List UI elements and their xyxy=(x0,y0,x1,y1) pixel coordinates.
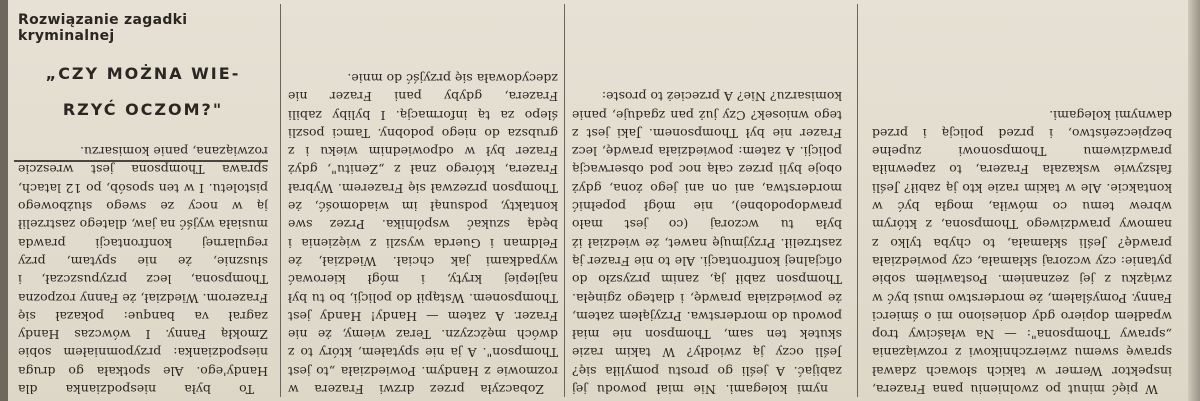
column-3-text: nymi kolegami. Nie miał powodu jej zabijać. A jeśli go prostu pomyliła się? Jeśli oczy ją zwiodły? W takim razie skutek ten sam, Thompson nie miał powodu do morderstwa. Przyjąłem zatem, że powiedziała prawdę, i dlatego zginęła. Thompson zabił ją, zanim przyszło do oficjalnej konfrontacji. Ale to nie Frazer ją zastrzelił. Przyjmuję nawet, że wiedział iż była tu wczoraj (co jest mało prawdopodobne), nie mógł popełnić morderstwa, ani on ani jego żona, gdyż oboje byli przez całą noc pod obserwacją policji. A zatem: powiedziała prawdę, lecz Frazer nie był Thompsonem. Jaki jest z tego wniosek? Czy już pan zgaduje, panie komisarzu? Nie? A przecież to proste: xyxy=(572,89,842,397)
column-divider xyxy=(857,4,858,397)
page-edge-right xyxy=(1188,0,1200,401)
headline-line-1: „CZY MOŻNA WIE- xyxy=(45,64,241,83)
text-column-3 xyxy=(572,5,842,398)
column-divider xyxy=(564,4,565,397)
column-1-text: To była niespodzianka dla Handy'ego. Ale spotkała go druga niespodzianka: przypomniałem sobie Zmokłą Fanny. I wówczas Handy zagrał va banque: pokazał się Frazerom. Wiedział, że Fanny rozpozna Thompsona, lecz przypuszczał, i słusznie, że nie spytam, przy regularnej konfrontacji prawda musiała wyjść na jaw, dlatego zastrzelił ją w nocy ze swego służbowego pistoletu. I w ten sposób, po 12 latach, sprawa Thompsona jest wreszcie rozwiązana, panie komisarzu. xyxy=(18,144,268,397)
column-4-text: W pięć minut po zwolnieniu pana Frazera, inspektor Werner w takich słowach zdawał sprawę swemu zwierzchnikowi z rozwiązania „sprawy Thompsona": — Na właściwy trop wpadłem dopiero gdy doniesiono mi o śmierci Fanny. Pomyślałem, że morderstwo musi być w związku z jej zeznaniem. Postawiłem sobie pytanie: czy wczoraj skłamała, czy powiedziała prawdę? Jeśli skłamała, to chyba tylko z namowy prawdziwego Thompsona, z którym wbrew temu co mówiła, mogła być w kontakcie. Ale w takim razie kto ją zabił? Jeśli fałszywie wskazała Frazera, to zapewniła prawdziwemu Thompsonowi zupełne bezpieczeństwo, i przed policją i przed dawnymi kolegami. xyxy=(872,107,1172,397)
text-column-4 xyxy=(872,5,1172,398)
page-edge-left xyxy=(0,0,8,401)
article-title-block xyxy=(12,12,274,128)
text-column-1 xyxy=(18,112,268,398)
column-2-text: Zobaczyła przez drzwi Frazera w rozmowie z Handym. Powiedziała „to jest Thompson". A ja nie spytałem, który to z dwóch mężczyzn. Teraz wiemy, że nie Frazer. A zatem — Handy! Handy jest Thompsonem. Wstąpił do policji, bo tu był najlepiej kryty, i mógł kierować wypadkami jak chciał. Wiedział, że Feldman i Guerda wyszli z więzienia i będą szukać wspólnika. Przez swe kontakty, podsunął im wiadomość, że Thompson przezwał się Frazerem. Wybrał Frazera, którego znał z „Zenitu", gdyż Frazer był w odpowiednim wieku i z grubsza do niego podobny. Tamci poszli ślepo za tą informacją. I byliby zabili Frazera, gdyby pani Frazer nie zdecydowała się przyjść do mnie. xyxy=(288,70,558,397)
article-kicker: Rozwiązanie zagadki kryminalnej xyxy=(18,12,188,44)
text-column-2 xyxy=(288,5,558,398)
column-divider xyxy=(280,4,281,397)
headline-line-2: RZYĆ OCZOM?" xyxy=(62,100,224,119)
